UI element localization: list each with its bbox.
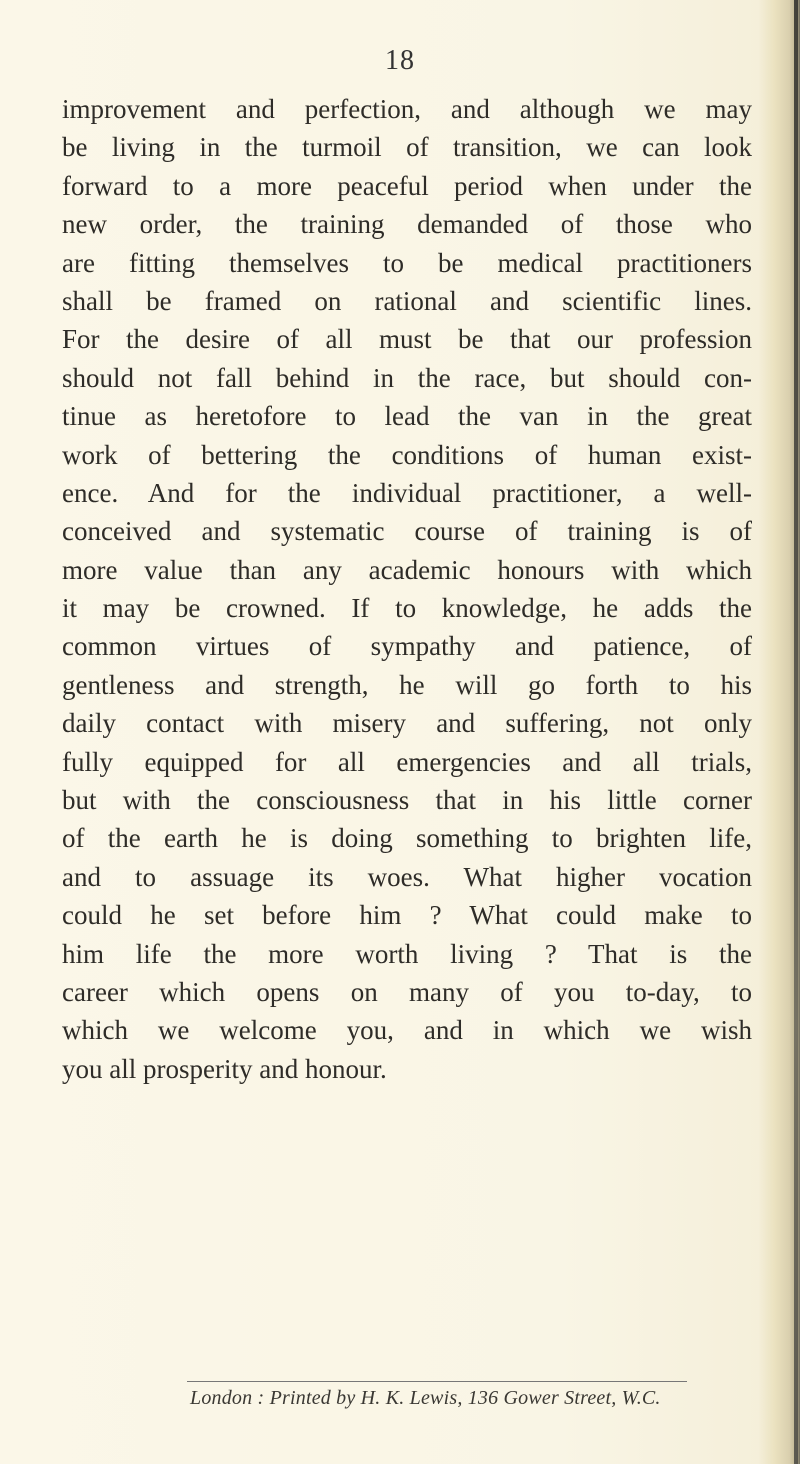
text-line: which we welcome you, and in which we wish [62, 1015, 752, 1046]
text-line: common virtues of sympathy and patience, of [62, 631, 752, 662]
text-line: ence. And for the individual practitioner, a well- [62, 477, 752, 508]
text-line: work of bettering the conditions of human exist- [62, 439, 752, 470]
text-line: improvement and perfection, and although we may [62, 94, 752, 124]
text-line: new order, the training demanded of those who [62, 209, 752, 240]
text-line-last: you all prosperity and honour. [62, 1053, 387, 1084]
text-line: but with the consciousness that in his little corner [62, 785, 752, 816]
page-edge-line [794, 0, 798, 1464]
text-line: it may be crowned. If to knowledge, he adds the [62, 593, 752, 624]
printer-imprint: London : Printed by H. K. Lewis, 136 Gower Street, W.C. [190, 1387, 661, 1409]
page-number: 18 [385, 45, 415, 76]
text-line: be living in the turmoil of transition, we can look [62, 132, 752, 163]
text-line: shall be framed on rational and scientific lines. [62, 285, 752, 316]
text-line: tinue as heretofore to lead the van in the great [62, 401, 752, 432]
text-line: daily contact with misery and suffering, not only [62, 708, 752, 739]
text-line: should not fall behind in the race, but should con- [62, 362, 752, 393]
text-line: more value than any academic honours with which [62, 554, 752, 585]
text-line: forward to a more peaceful period when under the [62, 170, 752, 201]
text-line: are fitting themselves to be medical practitioners [62, 247, 752, 278]
text-line: conceived and systematic course of training is of [62, 516, 752, 547]
text-line: could he set before him ? What could make to [62, 900, 752, 931]
imprint-divider [187, 1381, 687, 1382]
text-line: gentleness and strength, he will go forth to his [62, 669, 752, 700]
text-line: For the desire of all must be that our profession [62, 324, 752, 355]
text-line: him life the more worth living ? That is the [62, 938, 752, 969]
text-line: fully equipped for all emergencies and all trials, [62, 746, 752, 777]
text-line: career which opens on many of you to-day, to [62, 976, 752, 1007]
body-paragraph [62, 90, 752, 1088]
text-line: of the earth he is doing something to brighten life, [62, 823, 752, 854]
text-line: and to assuage its woes. What higher vocation [62, 861, 752, 892]
